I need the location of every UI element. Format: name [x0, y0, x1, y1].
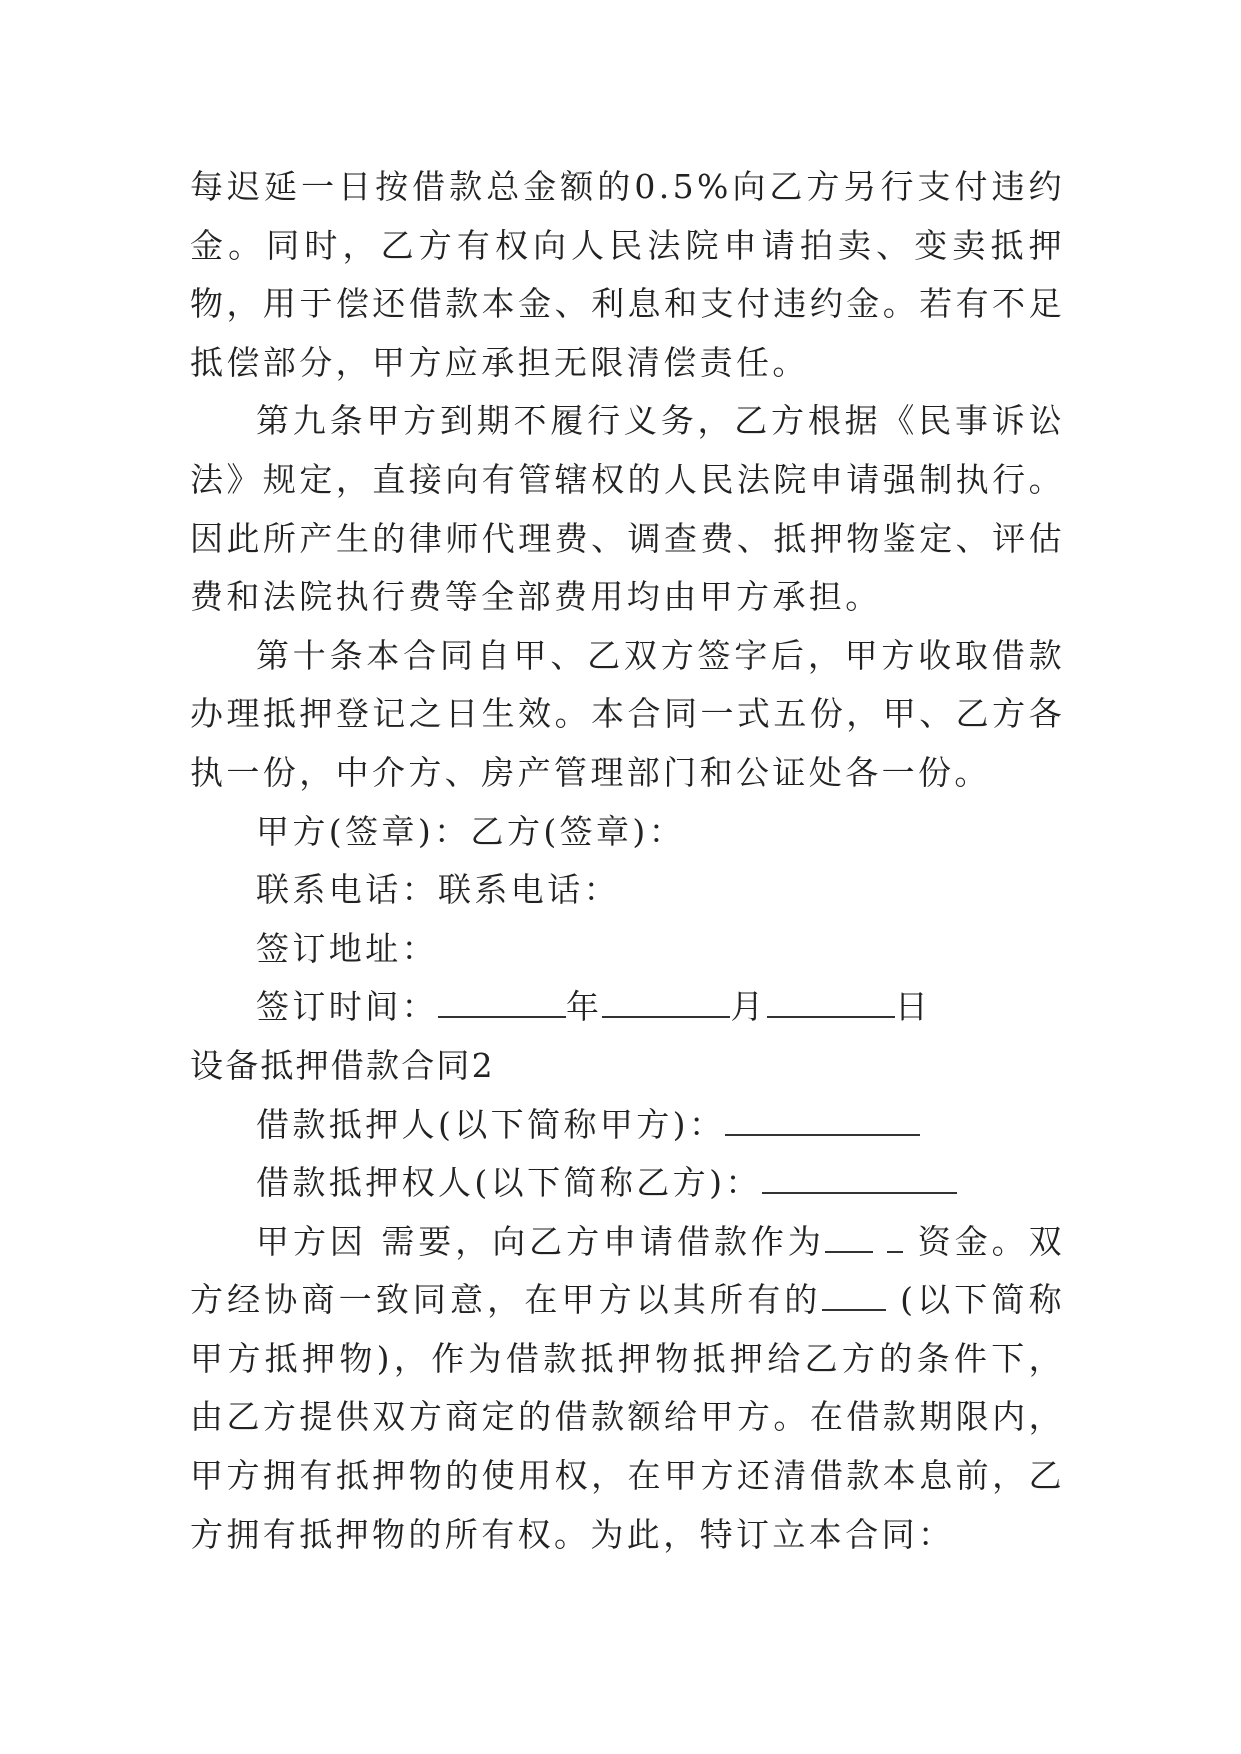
purpose-blank-2 — [887, 1225, 903, 1253]
month-unit: 月 — [730, 987, 767, 1027]
day-blank — [767, 990, 895, 1018]
borrower-blank — [725, 1108, 920, 1136]
intro-part-b: 资金。双方经协商一致同意，在甲方以其所有的 — [190, 1221, 1066, 1320]
intro-part-a: 甲方因 需要，向乙方申请借款作为 — [256, 1221, 825, 1261]
signature-date-line — [190, 978, 1065, 1037]
lender-label: 借款抵押权人(以下简称乙方)： — [256, 1163, 762, 1203]
paragraph-intro — [190, 1213, 1065, 1565]
intro-part-c: (以下简称甲方抵押物)，作为借款抵押物抵押给乙方的条件下，由乙方提供双方商定的借款额给甲方。在借款期限内，甲方拥有抵押物的使用权，在甲方还清借款本息前，乙方拥有抵押物的所有权。为此，特订立本合同： — [190, 1280, 1066, 1554]
paragraph-article-10: 第十条本合同自甲、乙双方签字后，甲方收取借款办理抵押登记之日生效。本合同一式五份，甲、乙方各执一份，中介方、房产管理部门和公证处各一份。 — [190, 635, 1065, 792]
day-unit: 日 — [894, 987, 932, 1027]
year-blank — [438, 990, 566, 1018]
signature-address-line: 签订地址： — [256, 928, 438, 968]
month-blank — [602, 990, 730, 1018]
lender-line — [190, 1154, 1065, 1213]
paragraph-penalty: 每迟延一日按借款总金额的0.5%向乙方另行支付违约金。同时，乙方有权向人民法院申请拍卖、变卖抵押物，用于偿还借款本金、利息和支付违约金。若有不足抵偿部分，甲方应承担无限清偿责任。 — [190, 167, 1065, 382]
document-page — [190, 158, 1065, 1564]
collateral-blank — [822, 1283, 886, 1311]
borrower-label: 借款抵押人(以下简称甲方)： — [256, 1104, 726, 1144]
lender-blank — [762, 1166, 957, 1194]
borrower-line — [190, 1096, 1065, 1155]
date-label: 签订时间： — [256, 987, 438, 1027]
signature-party-line: 甲方(签章)：乙方(签章)： — [256, 811, 686, 851]
contract-2-title: 设备抵押借款合同2 — [190, 1045, 495, 1085]
year-unit: 年 — [566, 987, 603, 1027]
purpose-blank — [825, 1225, 873, 1253]
signature-phone-line: 联系电话：联系电话： — [256, 870, 620, 910]
paragraph-article-9: 第九条甲方到期不履行义务，乙方根据《民事诉讼法》规定，直接向有管辖权的人民法院申请强制执行。因此所产生的律师代理费、调查费、抵押物鉴定、评估费和法院执行费等全部费用均由甲方承担。 — [190, 401, 1065, 617]
